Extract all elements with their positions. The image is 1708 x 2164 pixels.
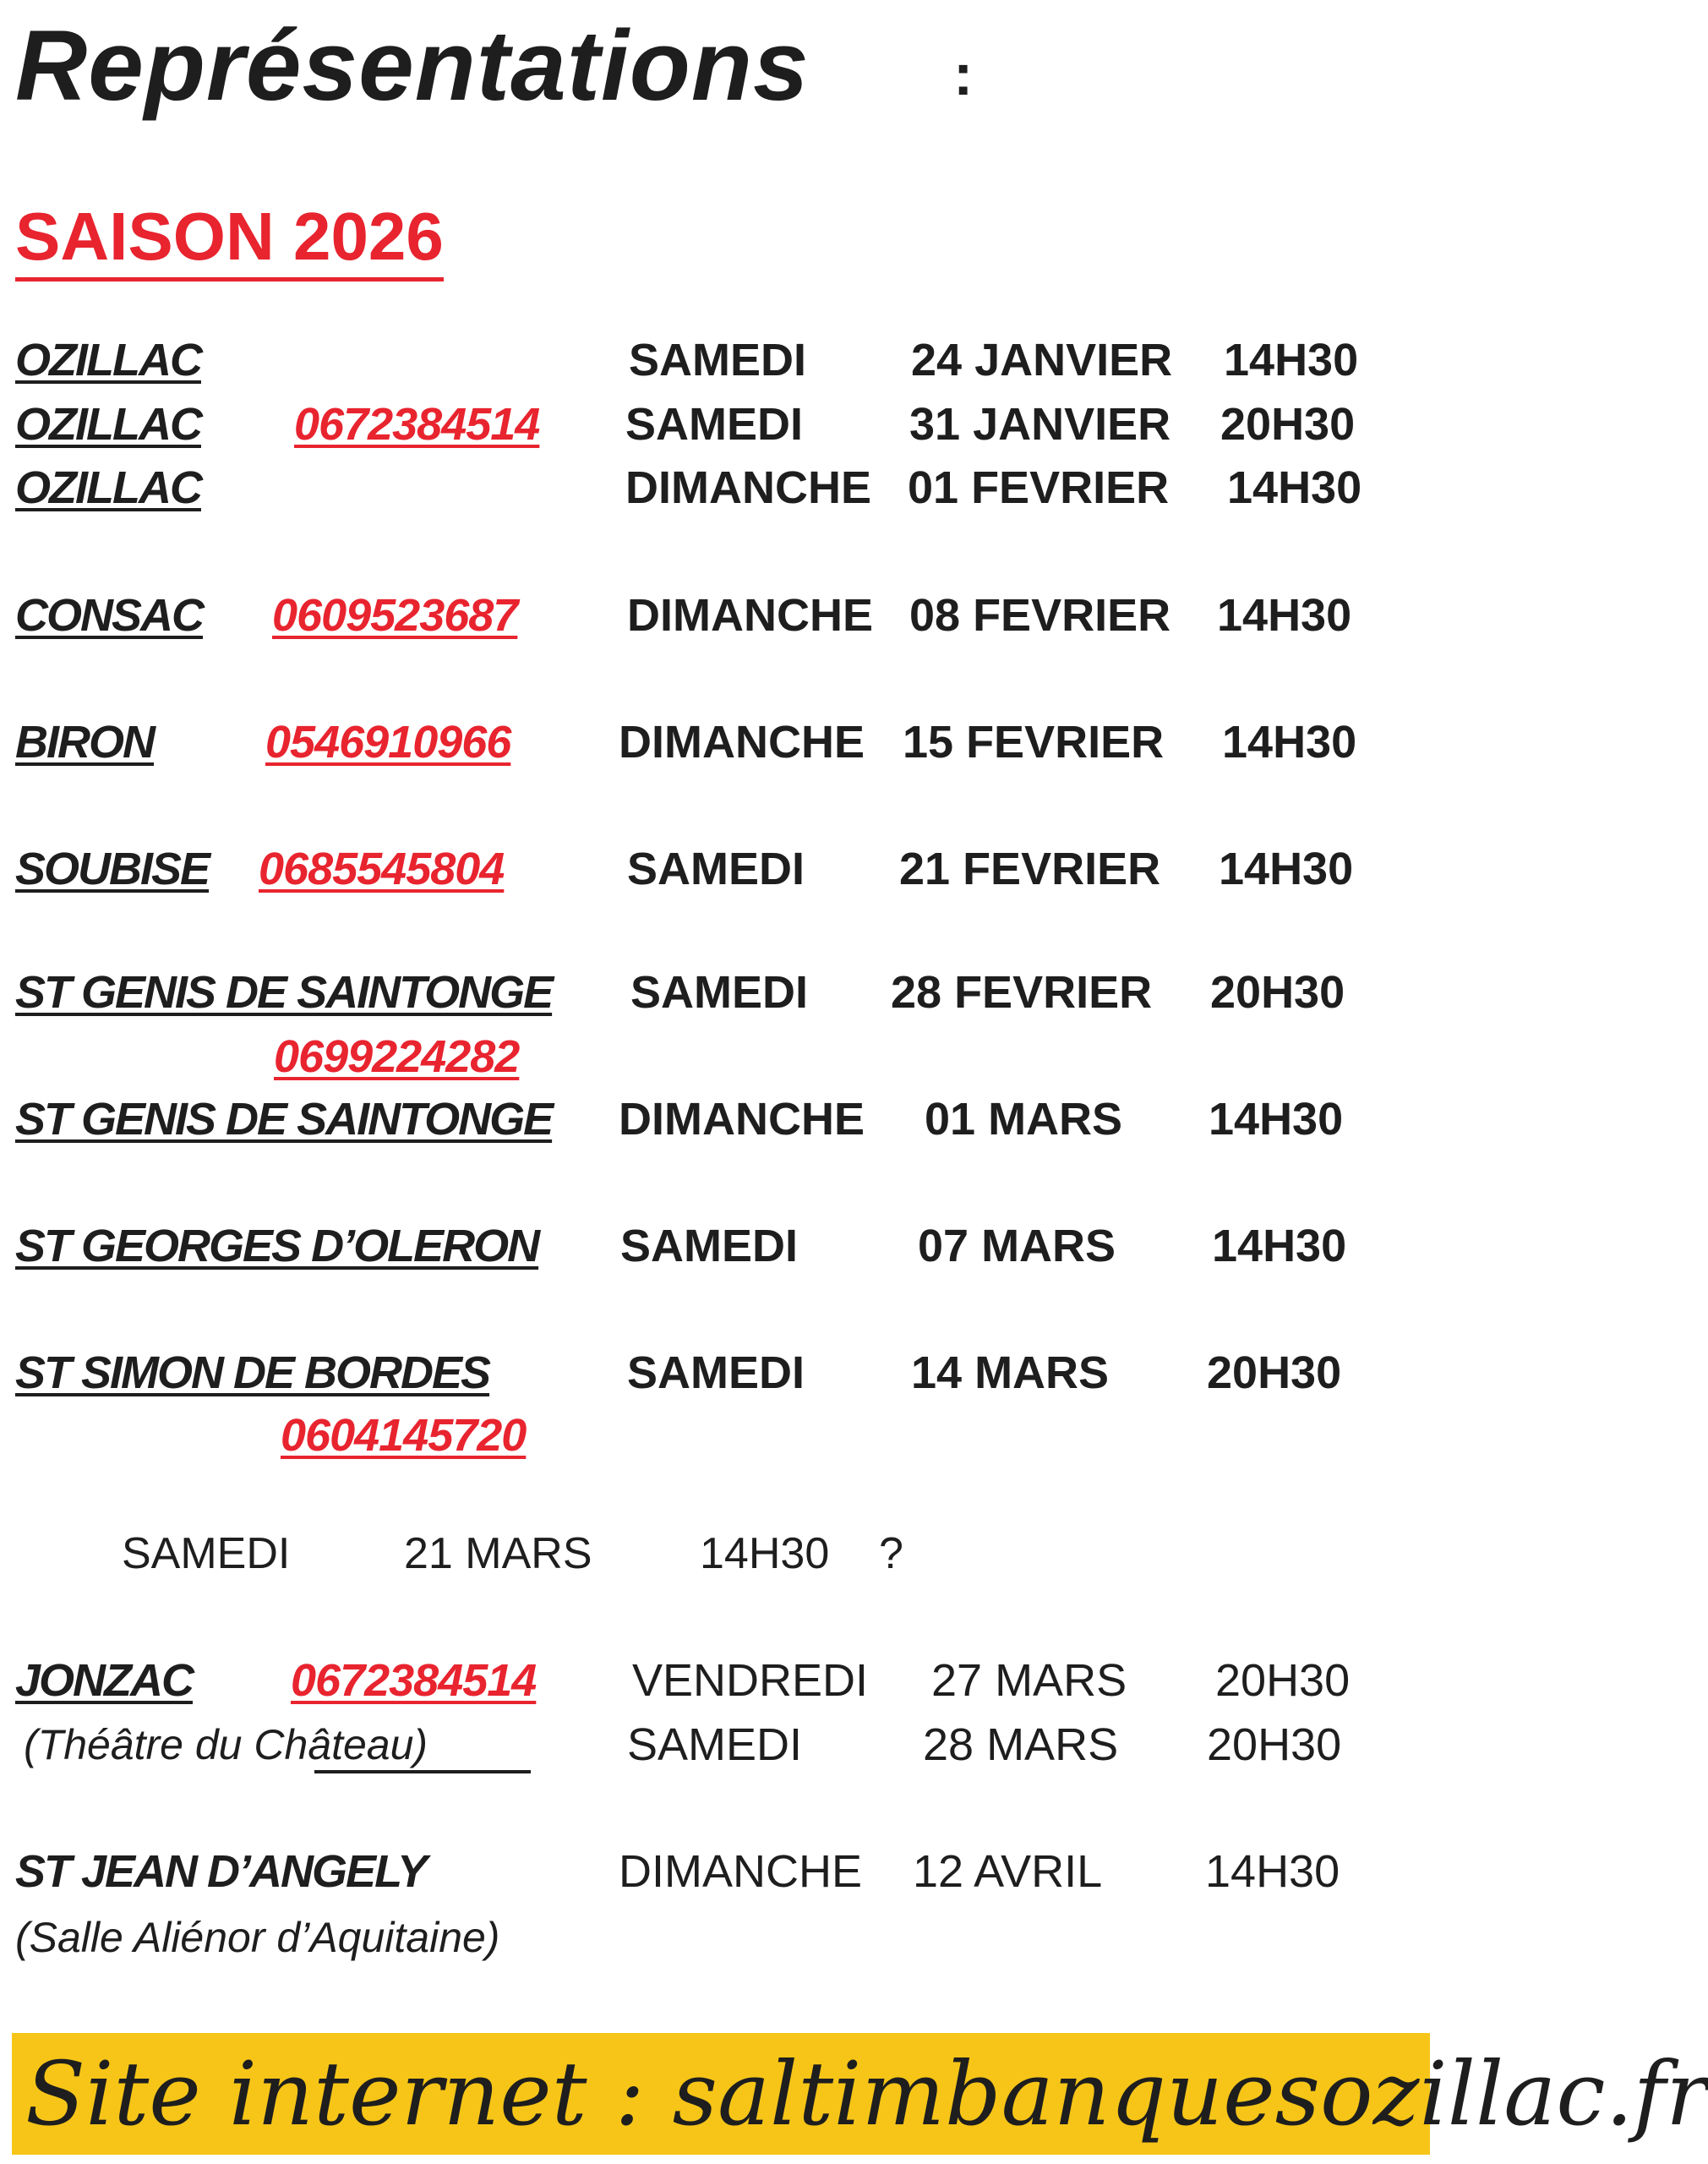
event-day: SAMEDI xyxy=(629,335,807,385)
event-day: SAMEDI xyxy=(122,1529,291,1578)
event-time: 20H30 xyxy=(1220,399,1356,450)
event-date: 27 MARS xyxy=(931,1655,1127,1706)
venue-name: ST GEORGES D’OLERON xyxy=(15,1221,539,1271)
event-day: DIMANCHE xyxy=(619,717,865,768)
venue-note: (Salle Aliénor d’Aquitaine) xyxy=(15,1914,500,1961)
event-time: 14H30 xyxy=(700,1529,830,1578)
event-day: SAMEDI xyxy=(620,1221,799,1271)
venue-name: OZILLAC xyxy=(15,335,201,385)
venue-name: CONSAC xyxy=(15,590,204,641)
event-date: 01 MARS xyxy=(925,1094,1123,1145)
title-colon: : xyxy=(953,41,974,107)
event-time: 20H30 xyxy=(1207,1347,1342,1398)
event-day: SAMEDI xyxy=(630,967,809,1018)
phone-number: 0685545804 xyxy=(259,844,505,894)
season-heading: SAISON 2026 xyxy=(15,196,444,281)
event-time: 20H30 xyxy=(1207,1719,1342,1770)
event-date: 01 FEVRIER xyxy=(908,462,1170,513)
venue-name: ST SIMON DE BORDES xyxy=(15,1347,490,1398)
phone-number: 0604145720 xyxy=(281,1410,527,1461)
event-date: 14 MARS xyxy=(911,1347,1110,1398)
phone-number: 0546910966 xyxy=(265,717,511,768)
event-date: 28 FEVRIER xyxy=(891,967,1153,1018)
venue-note: (Théâtre du Château) xyxy=(24,1721,428,1768)
event-day: DIMANCHE xyxy=(619,1846,863,1897)
venue-name: ST GENIS DE SAINTONGE xyxy=(15,967,553,1018)
phone-number: 0672384514 xyxy=(294,399,540,450)
event-time: 14H30 xyxy=(1212,1221,1347,1271)
event-time: 14H30 xyxy=(1227,462,1362,513)
phone-number: 0699224282 xyxy=(274,1031,520,1082)
event-time: 14H30 xyxy=(1205,1846,1340,1897)
venue-name: SOUBISE xyxy=(15,844,210,894)
phone-number: 0672384514 xyxy=(291,1655,537,1706)
note-underline xyxy=(314,1770,531,1773)
event-date: 31 JANVIER xyxy=(909,399,1171,450)
event-date: 12 AVRIL xyxy=(913,1846,1103,1897)
event-date: 28 MARS xyxy=(923,1719,1119,1770)
event-date: 24 JANVIER xyxy=(911,335,1173,385)
venue-name: OZILLAC xyxy=(15,399,201,450)
uncertain-mark: ? xyxy=(879,1529,903,1578)
event-date: 15 FEVRIER xyxy=(903,717,1165,768)
phone-number: 0609523687 xyxy=(272,590,518,641)
website-text: Site internet : saltimbanquesozillac.fr xyxy=(25,2042,1708,2145)
event-day: SAMEDI xyxy=(627,1347,805,1398)
event-date: 21 FEVRIER xyxy=(899,844,1161,894)
event-time: 20H30 xyxy=(1210,967,1345,1018)
event-day: DIMANCHE xyxy=(625,462,871,513)
event-time: 20H30 xyxy=(1215,1655,1351,1706)
event-day: DIMANCHE xyxy=(627,590,873,641)
venue-name: ST GENIS DE SAINTONGE xyxy=(15,1094,553,1145)
event-day: SAMEDI xyxy=(627,844,805,894)
event-time: 14H30 xyxy=(1222,717,1357,768)
venue-name: OZILLAC xyxy=(15,462,201,513)
venue-name: BIRON xyxy=(15,717,154,768)
event-date: 21 MARS xyxy=(404,1529,592,1578)
venue-name: JONZAC xyxy=(15,1655,194,1706)
event-date: 08 FEVRIER xyxy=(909,590,1171,641)
event-date: 07 MARS xyxy=(918,1221,1116,1271)
event-time: 14H30 xyxy=(1209,1094,1344,1145)
event-day: SAMEDI xyxy=(625,399,804,450)
event-time: 14H30 xyxy=(1224,335,1359,385)
event-day: DIMANCHE xyxy=(619,1094,865,1145)
event-time: 14H30 xyxy=(1217,590,1352,641)
event-day: SAMEDI xyxy=(627,1719,803,1770)
event-time: 14H30 xyxy=(1219,844,1354,894)
venue-name: ST JEAN D’ANGELY xyxy=(15,1846,427,1897)
page-title: Représentations xyxy=(15,10,810,122)
event-day: VENDREDI xyxy=(632,1655,869,1706)
